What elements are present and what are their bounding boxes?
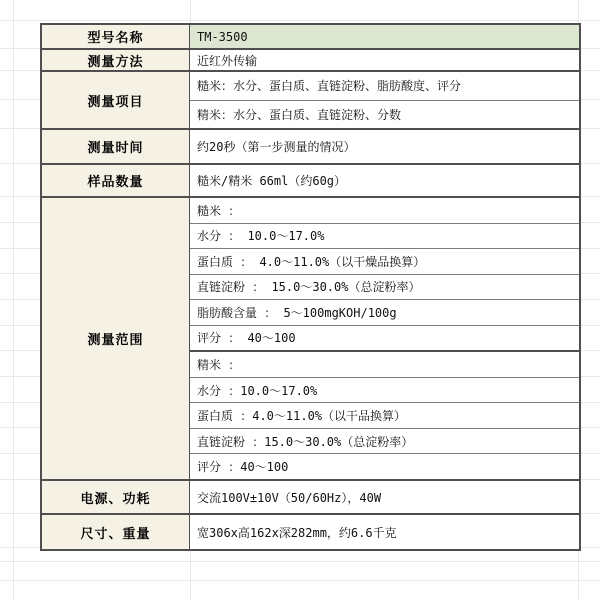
cell-measure-method-value[interactable]: 近红外传输 <box>197 53 258 68</box>
measure-range-values <box>190 198 579 479</box>
range-group-milled-rice <box>190 350 579 479</box>
cell-range-milled-protein[interactable]: 蛋白质 ：4.0～11.0%（以干品换算） <box>190 402 579 428</box>
cell-range-brown-score[interactable]: 评分 ： 40～100 <box>190 325 579 351</box>
cell-sample-amount-label[interactable]: 样品数量 <box>42 165 190 196</box>
table-row <box>42 481 579 515</box>
cell-range-brown-protein[interactable]: 蛋白质 ： 4.0～11.0%（以干燥品换算） <box>190 248 579 274</box>
cell-measure-time-value[interactable]: 约20秒（第一步测量的情况） <box>197 140 356 154</box>
cell-range-brown-header[interactable]: 糙米 ： <box>197 203 241 218</box>
cell-model-name-value[interactable]: TM-3500 <box>190 25 579 48</box>
cell-size-weight-value[interactable]: 宽306x高162x深282mm，约6.6千克 <box>197 525 397 540</box>
cell-measure-items-milled-rice[interactable]: 精米：水分、蛋白质、直链淀粉、分数 <box>190 100 579 129</box>
cell-measure-items-label[interactable]: 测量项目 <box>42 72 190 128</box>
cell-measure-method-label[interactable]: 测量方法 <box>42 50 190 70</box>
cell-sample-amount-value[interactable]: 糙米/精米 66ml（约60g） <box>197 174 347 188</box>
cell-model-name-label[interactable]: 型号名称 <box>42 25 190 48</box>
cell-measure-time-label[interactable]: 测量时间 <box>42 130 190 163</box>
range-group-brown-rice <box>190 198 579 350</box>
gridline <box>0 561 600 562</box>
cell-range-milled-score[interactable]: 评分 ：40～100 <box>190 453 579 479</box>
table-row <box>42 50 579 72</box>
cell-range-milled-amylose[interactable]: 直链淀粉 ：15.0～30.0%（总淀粉率） <box>190 428 579 454</box>
spec-table <box>40 23 581 551</box>
cell-range-brown-fatty-acid[interactable]: 脂肪酸含量 ： 5～100mgKOH/100g <box>190 299 579 325</box>
cell-range-brown-amylose[interactable]: 直链淀粉 ： 15.0～30.0%（总淀粉率） <box>190 274 579 300</box>
table-row <box>42 515 579 549</box>
table-row <box>42 72 579 130</box>
table-row <box>42 130 579 165</box>
cell-range-milled-header[interactable]: 精米 ： <box>197 357 241 372</box>
cell-size-weight-label[interactable]: 尺寸、重量 <box>42 515 190 549</box>
cell-range-milled-moisture[interactable]: 水分 ：10.0～17.0% <box>190 377 579 403</box>
cell-measure-items-brown-rice[interactable]: 糙米：水分、蛋白质、直链淀粉、脂肪酸度、评分 <box>197 79 462 94</box>
cell-power-value[interactable]: 交流100V±10V（50/60Hz），40W <box>197 490 382 505</box>
gridline <box>0 20 600 21</box>
table-row <box>42 25 579 50</box>
table-row <box>42 165 579 198</box>
cell-power-label[interactable]: 电源、功耗 <box>42 481 190 513</box>
table-row <box>42 198 579 481</box>
gridline <box>0 580 600 581</box>
gridline <box>13 0 14 600</box>
cell-measure-range-label[interactable]: 测量范围 <box>42 198 190 479</box>
measure-items-values <box>190 72 579 128</box>
cell-range-brown-moisture[interactable]: 水分 ： 10.0～17.0% <box>190 223 579 249</box>
